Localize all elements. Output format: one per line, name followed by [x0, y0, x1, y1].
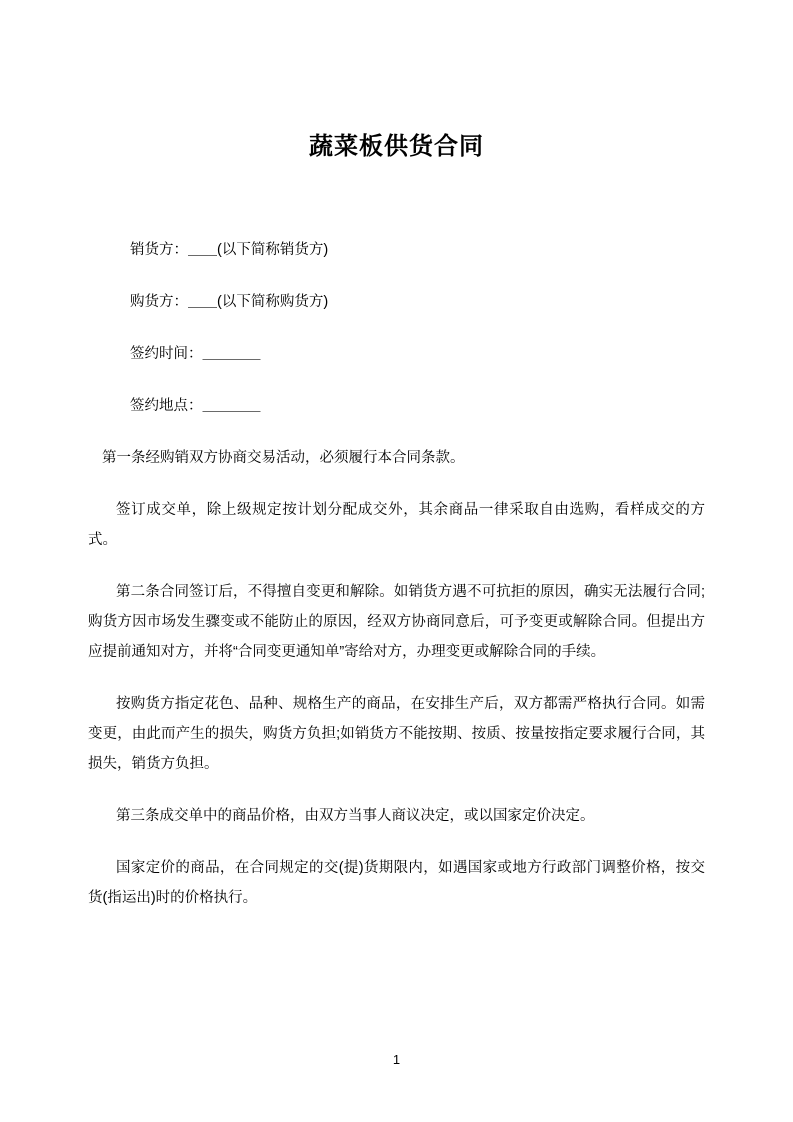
field-seller: 销货方：＿＿(以下简称销货方)	[130, 242, 329, 259]
clause-paragraph: 第三条成交单中的商品价格，由双方当事人商议决定，或以国家定价决定。	[116, 808, 595, 825]
clause-paragraph: 签订成交单，除上级规定按计划分配成交外，其余商品一律采取自由选购，看样成交的方式。	[88, 502, 705, 549]
field-sign-place: 签约地点：＿＿＿＿	[130, 398, 261, 415]
clause-paragraph: 按购货方指定花色、品种、规格生产的商品，在安排生产后，双方都需严格执行合同。如需变更，由此而产生的损失，购货方负担;如销货方不能按期、按质、按量按指定要求履行合同，其损失，销货方负担。	[88, 696, 705, 773]
field-buyer: 购货方：＿＿(以下简称购货方)	[130, 294, 329, 311]
clause-paragraph: 国家定价的商品，在合同规定的交(提)货期限内，如遇国家或地方行政部门调整价格，按交货(指运出)时的价格执行。	[88, 860, 705, 907]
clause-paragraph: 第二条合同签订后，不得擅自变更和解除。如销货方遇不可抗拒的原因，确实无法履行合同;购货方因市场发生骤变或不能防止的原因，经双方协商同意后，可予变更或解除合同。但提出方应提前通知对方，并将“合同变更通知单”寄给对方，办理变更或解除合同的手续。	[88, 584, 705, 661]
page-number: 1	[392, 1052, 401, 1067]
page-title: 蔬菜板供货合同	[309, 133, 484, 160]
field-sign-date: 签约时间：＿＿＿＿	[130, 346, 261, 363]
clause-paragraph: 第一条经购销双方协商交易活动，必须履行本合同条款。	[102, 450, 465, 467]
document-body	[88, 235, 705, 913]
